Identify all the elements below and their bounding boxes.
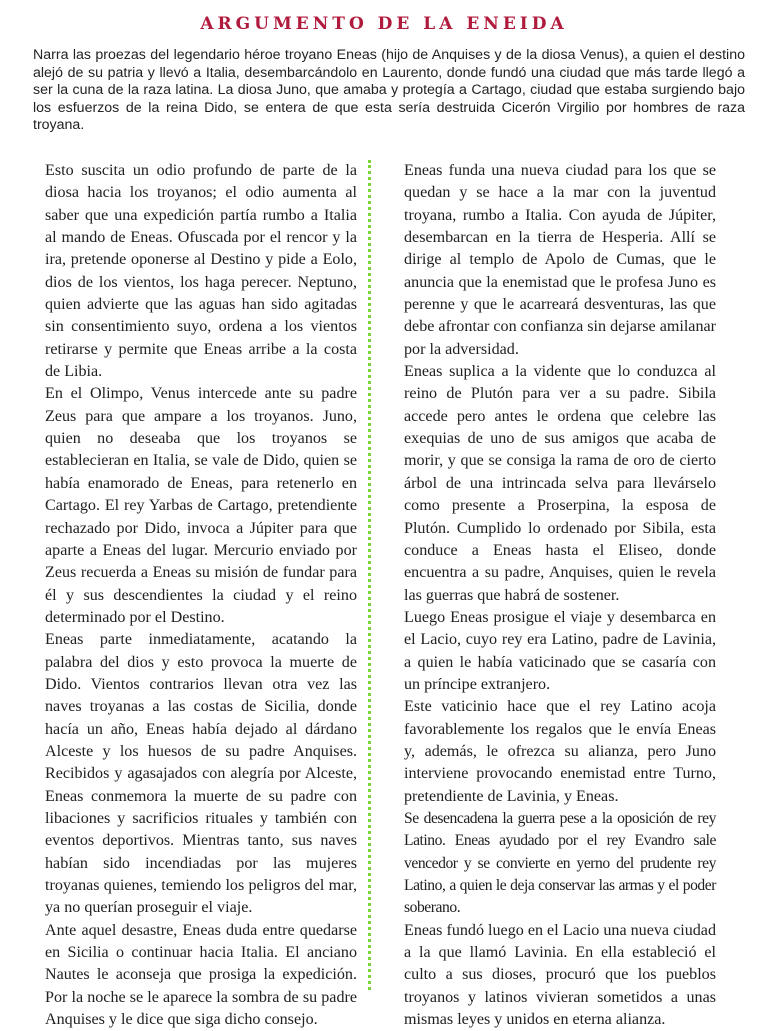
column-divider — [368, 160, 371, 990]
left-paragraph-1: Esto suscita un odio profundo de parte de la diosa hacia los troyanos; el odio aumenta al saber que una expedición partía rumbo a Italia al mando de Eneas. Ofuscada por el rencor y la ira, pretende oponerse al Destino y pide a Eolo, dios de los vientos, los haga perecer. Neptuno, quien advierte que las aguas han sido agitadas sin consentimiento suyo, ordena a los vientos retirarse y permite que Eneas arribe a la costa de Libia. — [45, 162, 357, 381]
intro-paragraph: Narra las proezas del legendario héroe troyano Eneas (hijo de Anquises y de la diosa Venus), a quien el destino alejó de su patria y llevó a Italia, desembarcándolo en Laurento, donde fundó una ciudad que más tarde llegó a ser la cuna de la raza latina. La diosa Juno, que amaba y protegía a Cartago, ciudad que estaba surgiendo bajo los esfuerzos de la reina Dido, se entera de que esta sería destruida Cicerón Virgilio por hombres de raza troyana. — [33, 47, 745, 134]
left-paragraph-4: Ante aquel desastre, Eneas duda entre quedarse en Sicilia o continuar hacia Italia. El anciano Nautes le aconseja que prosiga la expedición. Por la noche se le aparece la sombra de su padre Anquises y le dice que siga dicho consejo. — [45, 921, 357, 1029]
right-paragraph-4: Este vaticinio hace que el rey Latino acoja favorablemente los regalos que le envía Eneas y, además, le ofrezca su alianza, pero Juno interviene provocando enemistad entre Turno, pretendiente de Lavinia, y Eneas. — [404, 698, 716, 805]
right-column — [404, 160, 716, 1031]
right-paragraph-3: Luego Eneas prosigue el viaje y desembarca en el Lacio, cuyo rey era Latino, padre de Lavinia, a quien le había vaticinado que se casaría con un príncipe extranjero. — [404, 608, 716, 693]
left-column — [45, 160, 357, 1031]
right-paragraph-2: Eneas suplica a la vidente que lo conduzca al reino de Plutón para ver a su padre. Sibila accede pero antes le ordena que celebre las exequias de uno de sus amigos que acaba de morir, y que se consiga la rama de oro de cierto árbol de una intrincada selva para llevárselo como presente a Proserpina, la esposa de Plutón. Cumplido lo ordenado por Sibila, esta conduce a Eneas hasta el Eliseo, donde encuentra a su padre, Anquises, quien le revela las guerras que habrá de sostener. — [404, 363, 716, 604]
right-paragraph-6: Eneas fundó luego en el Lacio una nueva ciudad a la que llamó Lavinia. En ella estableció el culto a sus dioses, procuró que los pueblos troyanos y latinos vivieran sometidos a unas mismas leyes y unidos en eterna alianza. — [404, 921, 716, 1029]
left-paragraph-3: Eneas parte inmediatamente, acatando la palabra del dios y esto provoca la muerte de Dido. Vientos contrarios llevan otra vez las naves troyanas a las costas de Sicilia, donde hacía un año, Eneas había dejado al dárdano Alceste y los huesos de su padre Anquises. Recibidos y agasajados con alegría por Alceste, Eneas conmemora la muerte de su padre con libaciones y sacrificios rituales y también con eventos deportivos. Mientras tanto, sus naves habían sido incendiadas por las mujeres troyanas quienes, temiendo los peligros del mar, ya no querían proseguir el viaje. — [45, 631, 357, 917]
left-paragraph-2: En el Olimpo, Venus intercede ante su padre Zeus para que ampare a los troyanos. Juno, quien no deseaba que los troyanos se establecieran en Italia, se vale de Dido, quien se había enamorado de Eneas, para retenerlo en Cartago. El rey Yarbas de Cartago, pretendiente rechazado por Dido, invoca a Júpiter para que aparte a Eneas del lugar. Mercurio enviado por Zeus recuerda a Eneas su misión de fundar para él y sus descendientes la ciudad y el reino determinado por el Destino. — [45, 385, 357, 626]
page-title: ARGUMENTO DE LA ENEIDA — [200, 14, 568, 34]
right-paragraph-1: Eneas funda una nueva ciudad para los que se quedan y se hace a la mar con la juventud troyana, rumbo a Italia. Con ayuda de Júpiter, desembarcan en la tierra de Hesperia. Allí se dirige al templo de Apolo de Cumas, que le anuncia que la enemistad que le profesa Juno es perenne y que le acarreará desventuras, las que debe afrontar con confianza sin dejarse amilanar por la adversidad. — [404, 162, 716, 358]
right-paragraph-5: Se desencadena la guerra pese a la oposición de rey Latino. Eneas ayudado por el rey Evandro sale vencedor y se convierte en yerno del prudente rey Latino, a quien le deja conservar las armas y el poder soberano. — [404, 809, 716, 917]
